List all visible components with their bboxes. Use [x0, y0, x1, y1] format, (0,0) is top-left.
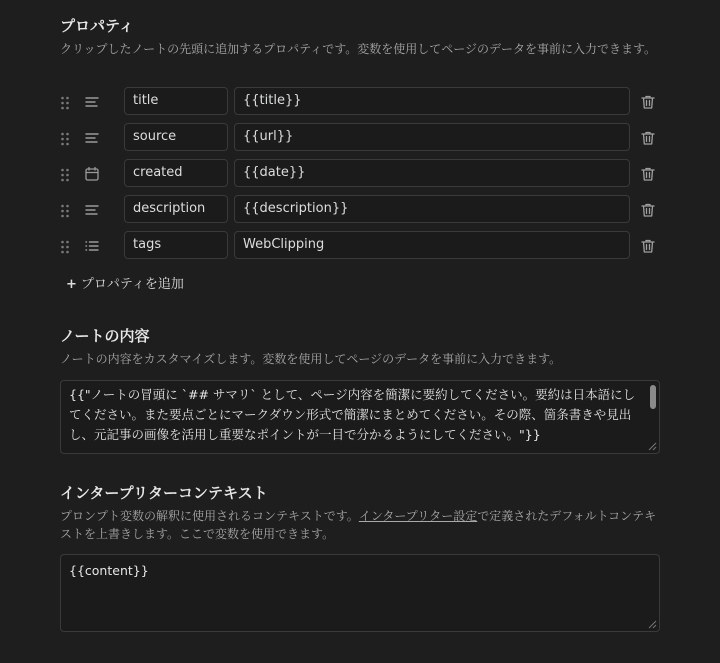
- trash-icon[interactable]: [640, 130, 656, 146]
- calendar-icon[interactable]: [84, 166, 100, 182]
- property-row: [56, 195, 666, 225]
- interpreter-context-section: [60, 483, 660, 543]
- drag-handle-icon[interactable]: [60, 131, 70, 145]
- properties-section: [60, 16, 660, 58]
- properties-title: プロパティ: [60, 17, 134, 35]
- trash-icon[interactable]: [640, 238, 656, 254]
- property-value-input[interactable]: [234, 123, 630, 151]
- scrollbar-thumb[interactable]: [650, 385, 656, 409]
- drag-handle-icon[interactable]: [60, 95, 70, 109]
- interpreter-context-textarea[interactable]: [60, 554, 660, 632]
- property-name-input[interactable]: [124, 231, 228, 259]
- trash-icon[interactable]: [640, 202, 656, 218]
- resize-handle-icon[interactable]: [647, 619, 657, 629]
- interpreter-context-description: [60, 507, 660, 543]
- property-value-input[interactable]: [234, 231, 630, 259]
- drag-handle-icon[interactable]: [60, 203, 70, 217]
- property-value-input[interactable]: [234, 87, 630, 115]
- interpreter-context-text: {{content}}: [69, 563, 149, 578]
- plus-icon: +: [66, 277, 77, 292]
- text-lines-icon[interactable]: [84, 94, 100, 110]
- property-row: [56, 231, 666, 261]
- property-value-input[interactable]: [234, 195, 630, 223]
- note-content-description: ノートの内容をカスタマイズします。変数を使用してページのデータを事前に入力できます。: [60, 352, 562, 366]
- trash-icon[interactable]: [640, 166, 656, 182]
- properties-description: クリップしたノートの先頭に追加するプロパティです。変数を使用してページのデータを事前に入力できます。: [60, 42, 657, 56]
- note-content-section: [60, 326, 660, 368]
- text-lines-icon[interactable]: [84, 202, 100, 218]
- property-row: [56, 87, 666, 117]
- interpreter-settings-link[interactable]: インタープリター設定: [358, 509, 478, 523]
- list-icon[interactable]: [84, 238, 100, 254]
- note-content-textarea[interactable]: [60, 380, 660, 454]
- property-list: [56, 87, 666, 267]
- add-property-button[interactable]: [66, 276, 184, 294]
- property-row: [56, 159, 666, 189]
- text-lines-icon[interactable]: [84, 130, 100, 146]
- property-row: [56, 123, 666, 153]
- drag-handle-icon[interactable]: [60, 167, 70, 181]
- note-content-title: ノートの内容: [60, 327, 150, 345]
- interpreter-context-desc-pre: プロンプト変数の解釈に使用されるコンテキストです。: [60, 509, 359, 523]
- drag-handle-icon[interactable]: [60, 239, 70, 253]
- note-content-text: {{"ノートの冒頭に `## サマリ` として、ページ内容を簡潔に要約してください。要約は日本語にしてください。また要点ごとにマークダウン形式で簡潔にまとめてください。その際、箇条書きや見出し、元記事の画像を活用し重要なポイントが一目で分かるようにしてください。"}}: [69, 387, 636, 442]
- resize-handle-icon[interactable]: [647, 441, 657, 451]
- property-name-input[interactable]: [124, 195, 228, 223]
- property-value-input[interactable]: [234, 159, 630, 187]
- interpreter-context-title: インタープリターコンテキスト: [60, 484, 268, 502]
- trash-icon[interactable]: [640, 94, 656, 110]
- property-name-input[interactable]: [124, 123, 228, 151]
- add-property-label: プロパティを追加: [80, 277, 184, 292]
- interpreter-context-desc-post: で定義されたデフォルトコンテキストを上書きします。ここで変数を使用できます。: [60, 509, 657, 541]
- property-name-input[interactable]: [124, 159, 228, 187]
- property-name-input[interactable]: [124, 87, 228, 115]
